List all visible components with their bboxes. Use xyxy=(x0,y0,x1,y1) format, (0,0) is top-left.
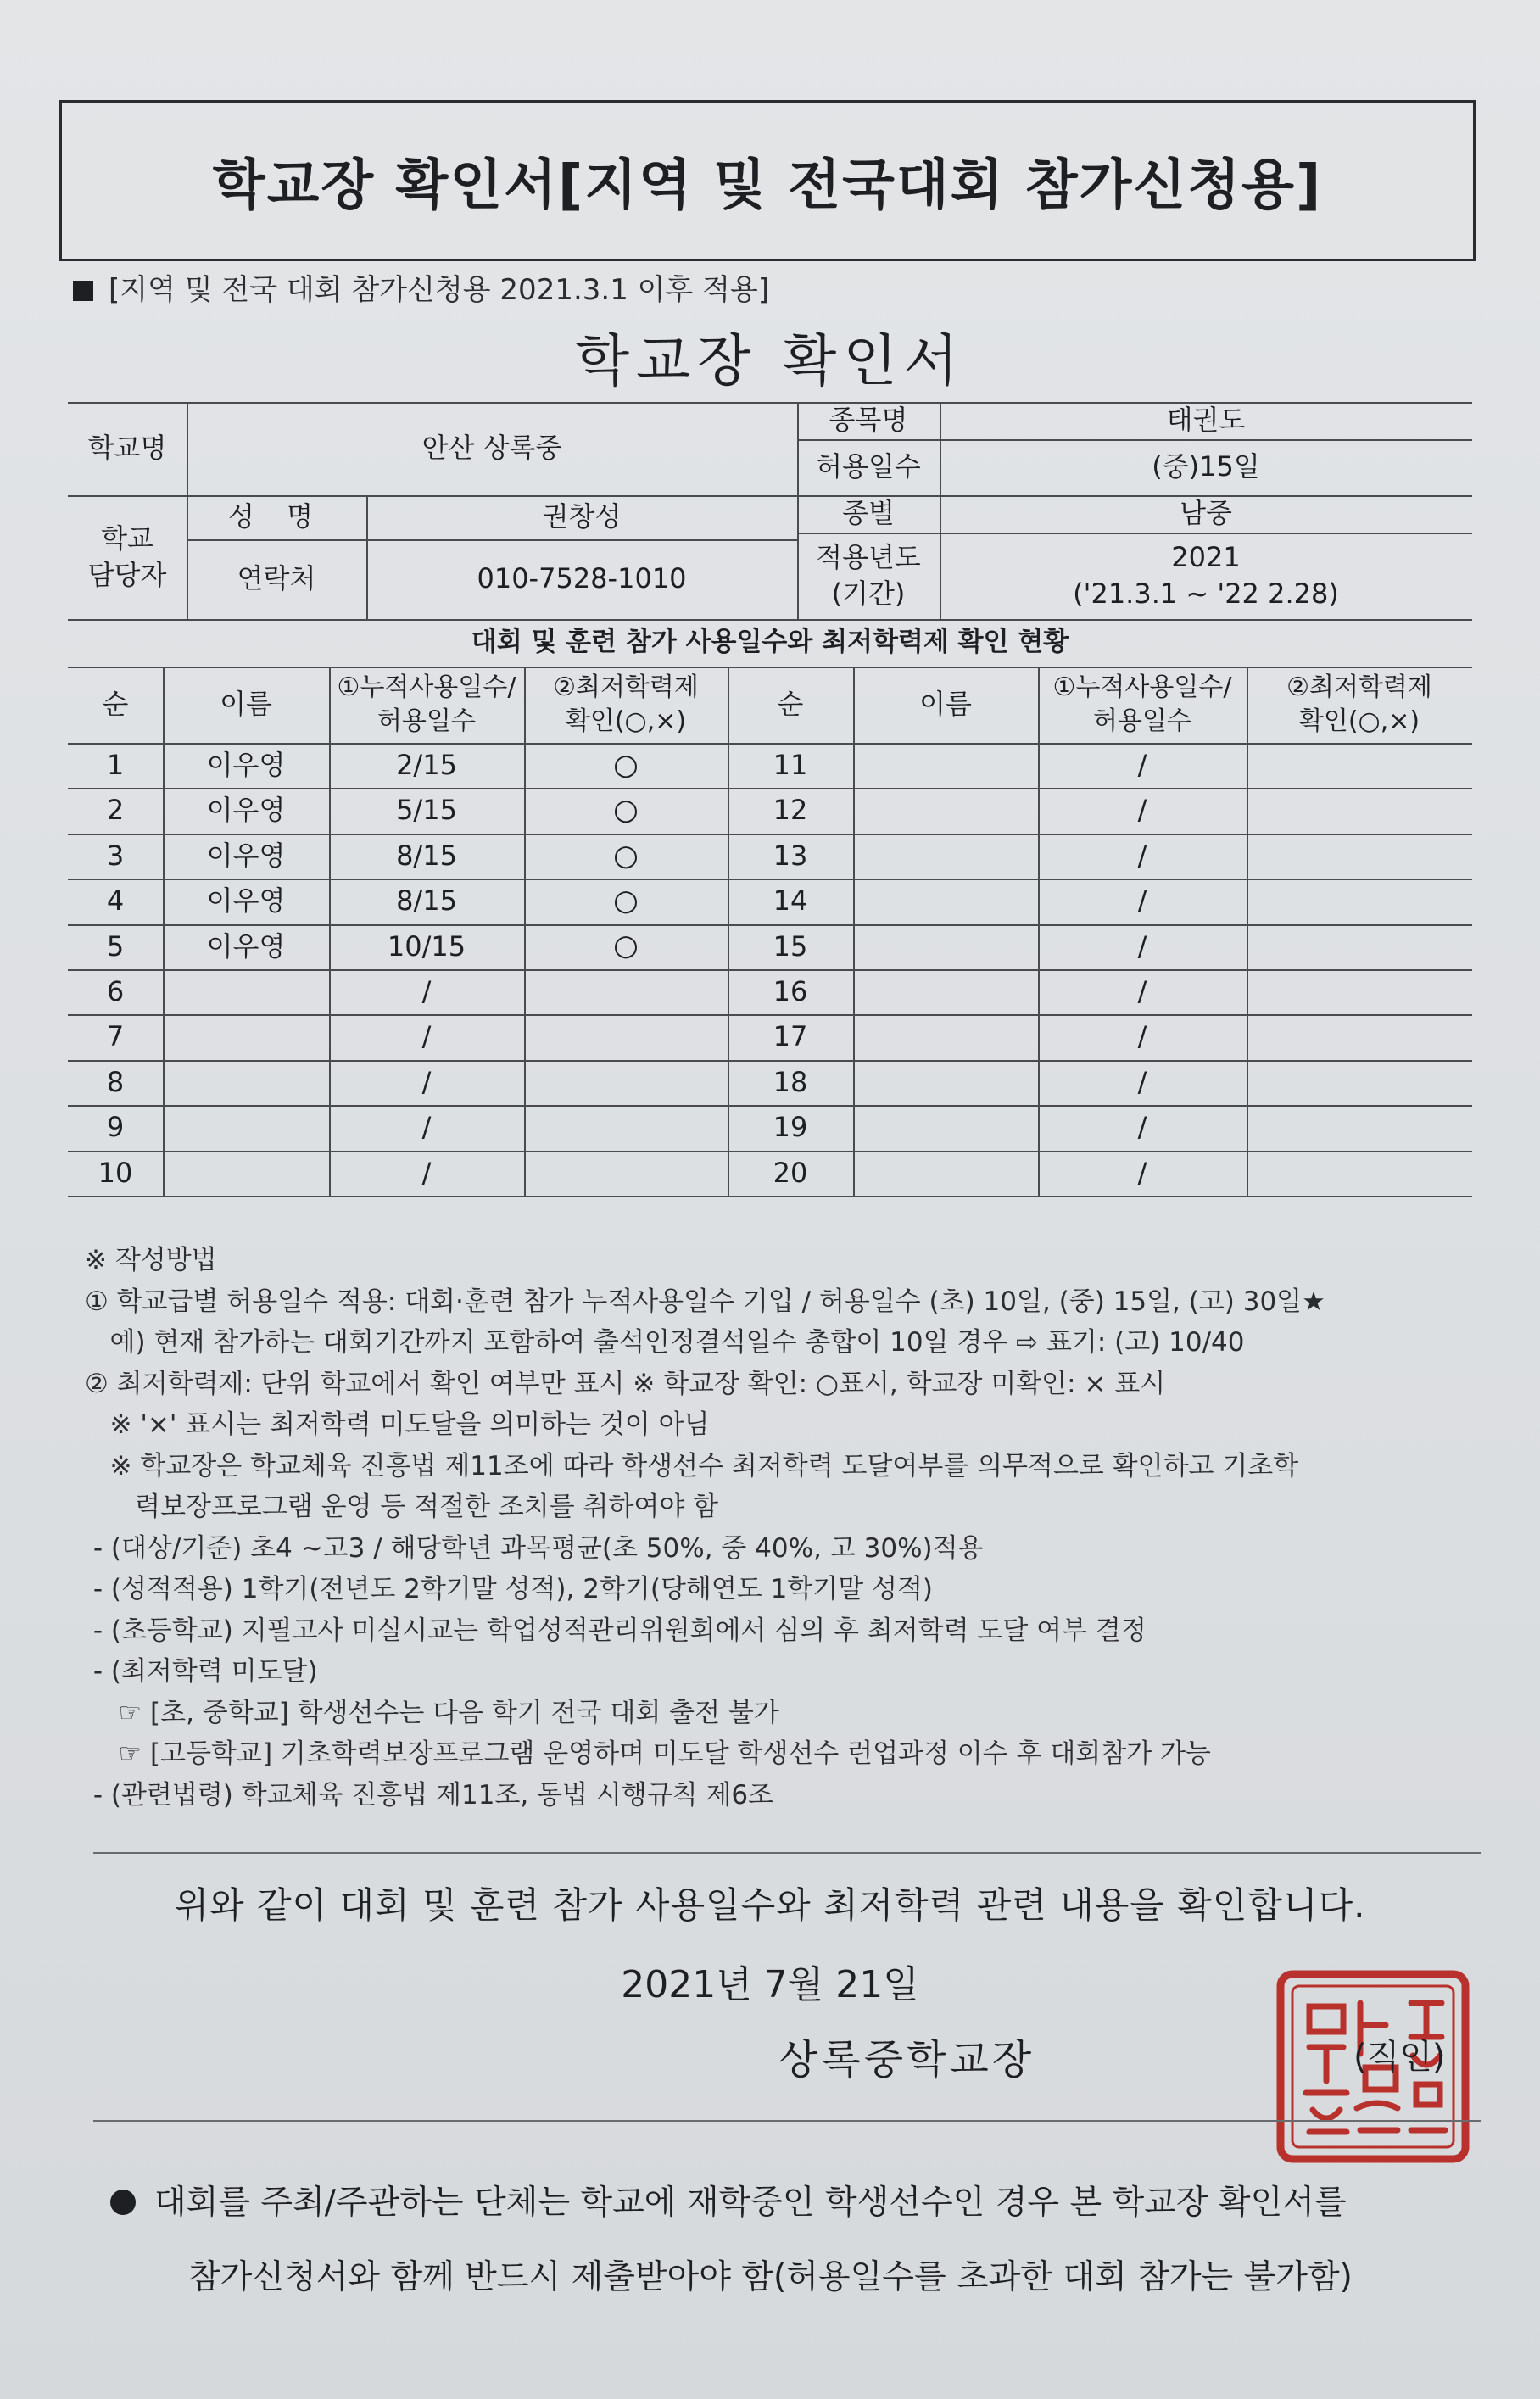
status-left-cell-check xyxy=(524,969,728,1014)
status-right-cell-check xyxy=(1247,1151,1472,1196)
event-value: 태권도 xyxy=(1166,404,1246,437)
status-right-cell-name xyxy=(853,924,1038,969)
instruction-line: - (성적적용) 1학기(전년도 2학기말 성적), 2학기(당해연도 1학기말 성적) xyxy=(85,1574,933,1604)
status-left-cell-days: / xyxy=(421,1111,432,1144)
status-left-cell-name xyxy=(163,1060,329,1105)
status-left-cell-check: ○ xyxy=(613,883,639,918)
instruction-line: ☞ [초, 중학교] 학생선수는 다음 학기 전국 대회 출전 불가 xyxy=(85,1697,779,1728)
status-right-cell-check xyxy=(1247,834,1472,879)
instruction-line: 예) 현재 참가하는 대회기간까지 포함하여 출석인정결석일수 총합이 10일 경우 ⇨ 표기: (고) 10/40 xyxy=(85,1327,1245,1358)
col-days-header-right-line1: ①누적사용일수/ xyxy=(1052,672,1232,702)
status-left-cell-name xyxy=(163,1151,329,1196)
status-left-cell-name xyxy=(163,1014,329,1059)
status-left-cell-days: 8/15 xyxy=(396,839,457,872)
apply-year-value-line1: 2021 xyxy=(1171,540,1241,573)
footer-line-2: 참가신청서와 함께 반드시 제출받아야 함(허용일수를 초과한 대회 참가는 불가함) xyxy=(188,2258,1353,2296)
name-value: 권창성 xyxy=(542,500,622,533)
instruction-line: - (관련법령) 학교체육 진흥법 제11조, 동법 시행규칙 제6조 xyxy=(85,1779,774,1810)
status-right-cell-days: / xyxy=(1137,794,1147,827)
instruction-line: - (대상/기준) 초4 ~고3 / 해당학년 과목평균(초 50%, 중 40%, 고 30%)적용 xyxy=(85,1532,984,1564)
status-left-cell-name: 이우영 xyxy=(206,884,286,918)
col-name-header-right: 이름 xyxy=(919,688,972,721)
contact-label: 연락처 xyxy=(237,562,316,595)
status-left-cell-check: ○ xyxy=(613,929,639,963)
status-right-cell-days: / xyxy=(1137,1065,1147,1098)
instruction-line: ※ 작성방법 xyxy=(85,1245,217,1275)
status-left-cell-name: 이우영 xyxy=(206,929,286,962)
status-left-cell-check: ○ xyxy=(613,793,639,828)
status-left-cell-days: 10/15 xyxy=(387,929,466,962)
gender-label: 종별 xyxy=(842,497,895,530)
footer-line-1: 대회를 주최/주관하는 단체는 학교에 재학중인 학생선수인 경우 본 학교장 확인서를 xyxy=(154,2184,1347,2222)
status-left-cell-no: 2 xyxy=(106,794,125,827)
apply-year-value xyxy=(940,533,1472,619)
status-right-cell-no: 15 xyxy=(773,929,808,962)
status-right-cell-days: / xyxy=(1137,884,1147,918)
status-left-cell-days: 8/15 xyxy=(396,884,457,918)
status-right-cell-days: / xyxy=(1137,1156,1147,1189)
school-value: 안산 상록중 xyxy=(421,432,562,465)
table-row-divider xyxy=(68,1196,1472,1197)
status-left-cell-name: 이우영 xyxy=(206,749,286,782)
square-bullet-icon xyxy=(73,281,93,301)
status-left-cell-name: 이우영 xyxy=(206,794,286,827)
status-left-cell-no: 4 xyxy=(106,884,125,918)
col-min-header-left-line1: ②최저학력제 xyxy=(553,672,699,702)
status-left-cell-name: 이우영 xyxy=(206,839,286,872)
status-left-cell-check xyxy=(524,1014,728,1059)
instruction-line: ① 학교급별 허용일수 적용: 대회·훈련 참가 누적사용일수 기입 / 허용일수 (초) 10일, (중) 15일, (고) 30일★ xyxy=(85,1286,1325,1317)
footer-notice xyxy=(110,2166,1501,2315)
status-right-cell-days: / xyxy=(1137,839,1147,872)
status-right-cell-name xyxy=(853,879,1038,923)
apply-year-value-line2: ('21.3.1 ~ '22 2.28) xyxy=(1073,577,1339,610)
status-right-cell-no: 12 xyxy=(773,794,808,827)
status-left-cell-days: 2/15 xyxy=(396,749,457,782)
event-label: 종목명 xyxy=(829,404,908,437)
bullet-icon xyxy=(110,2190,136,2215)
document-title-box xyxy=(59,100,1476,261)
status-right-cell-no: 19 xyxy=(773,1111,808,1144)
status-right-cell-name xyxy=(853,1151,1038,1196)
document-subheader xyxy=(73,266,769,308)
status-left-cell-days: / xyxy=(421,975,432,1008)
status-left-cell-check: ○ xyxy=(613,747,639,782)
status-left-cell-check xyxy=(524,1151,728,1196)
manager-label xyxy=(68,495,187,619)
confirmation-heading: 학교장 확인서 xyxy=(575,328,965,393)
instruction-line: ※ '×' 표시는 최저학력 미도달을 의미하는 것이 아님 xyxy=(85,1409,710,1440)
instruction-line: - (초등학교) 지필고사 미실시교는 학업성적관리위원회에서 심의 후 최저학력 도달 여부 결정 xyxy=(85,1615,1147,1646)
status-right-cell-check xyxy=(1247,1105,1472,1150)
status-left-cell-check xyxy=(524,1105,728,1150)
status-right-cell-name xyxy=(853,788,1038,833)
seal-label: (직인) xyxy=(1353,2038,1446,2077)
instruction-line: 력보장프로그램 운영 등 적절한 조치를 취하여야 함 xyxy=(85,1492,719,1522)
col-days-header-right-line2: 허용일수 xyxy=(1093,706,1191,736)
apply-year-label-line2: (기간) xyxy=(831,577,906,610)
confirmation-statement: 위와 같이 대회 및 훈련 참가 사용일수와 최저학력 관련 내용을 확인합니다. xyxy=(174,1884,1366,1926)
status-right-cell-days: / xyxy=(1137,929,1147,962)
status-right-cell-check xyxy=(1247,1060,1472,1105)
document-title: 학교장 확인서[지역 및 전국대회 참가신청용] xyxy=(212,154,1323,217)
col-days-header-right xyxy=(1038,667,1247,743)
gender-value: 남중 xyxy=(1180,497,1232,530)
col-days-header-left-line1: ①누적사용일수/ xyxy=(337,672,516,702)
instruction-line: - (최저학력 미도달) xyxy=(85,1656,318,1687)
name-label: 성 명 xyxy=(228,500,325,533)
status-left-cell-days: / xyxy=(421,1156,432,1189)
status-right-cell-name xyxy=(853,969,1038,1014)
status-right-cell-no: 11 xyxy=(773,749,808,782)
status-left-cell-no: 8 xyxy=(106,1065,125,1098)
status-left-cell-no: 1 xyxy=(106,749,125,782)
manager-label-line2: 담당자 xyxy=(87,559,167,591)
status-right-cell-name xyxy=(853,834,1038,879)
status-left-cell-name xyxy=(163,1105,329,1150)
contact-value: 010-7528-1010 xyxy=(477,562,687,595)
status-left-cell-check xyxy=(524,1060,728,1105)
status-right-cell-name xyxy=(853,743,1038,788)
issue-date: 2021년 7월 21일 xyxy=(621,1963,919,2006)
status-right-cell-no: 17 xyxy=(773,1020,808,1053)
col-min-header-left-line2: 확인(○,×) xyxy=(565,706,687,736)
instruction-line: ② 최저학력제: 단위 학교에서 확인 여부만 표시 ※ 학교장 확인: ○표시, 학교장 미확인: × 표시 xyxy=(85,1368,1166,1399)
status-right-cell-days: / xyxy=(1137,975,1147,1008)
instruction-line: ☞ [고등학교] 기초학력보장프로그램 운영하며 미도달 학생선수 런업과정 이수 후 대회참가 가능 xyxy=(85,1738,1211,1769)
col-min-header-right xyxy=(1247,667,1472,743)
col-no-header-right: 순 xyxy=(777,688,804,721)
status-left-cell-days: / xyxy=(421,1065,432,1098)
status-left-cell-name xyxy=(163,969,329,1014)
col-min-header-right-line2: 확인(○,×) xyxy=(1298,706,1420,736)
status-left-cell-no: 6 xyxy=(106,975,125,1008)
status-right-cell-check xyxy=(1247,969,1472,1014)
col-days-header-left-line2: 허용일수 xyxy=(377,706,476,736)
col-no-header-left: 순 xyxy=(102,688,129,721)
allowed-days-label: 허용일수 xyxy=(816,450,921,483)
status-left-cell-no: 5 xyxy=(106,929,125,962)
status-right-cell-no: 13 xyxy=(773,839,808,872)
status-right-cell-days: / xyxy=(1137,1111,1147,1144)
status-left-cell-no: 10 xyxy=(98,1156,133,1189)
instruction-line: ※ 학교장은 학교체육 진흥법 제11조에 따라 학생선수 최저학력 도달여부를 의무적으로 확인하고 기초학 xyxy=(85,1450,1299,1481)
principal-title: 상록중학교장 xyxy=(778,2036,1035,2084)
status-right-cell-days: / xyxy=(1137,1020,1147,1053)
allowed-days-value: (중)15일 xyxy=(1152,450,1260,483)
status-right-cell-no: 14 xyxy=(773,884,808,918)
apply-year-label xyxy=(797,533,940,619)
col-name-header-left: 이름 xyxy=(220,688,272,721)
status-right-cell-check xyxy=(1247,743,1472,788)
status-left-cell-days: 5/15 xyxy=(396,794,457,827)
writing-instructions xyxy=(85,1240,1493,1816)
col-min-header-left xyxy=(524,667,728,743)
manager-label-line1: 학교 xyxy=(101,522,153,555)
status-right-cell-no: 16 xyxy=(773,975,808,1008)
status-right-cell-no: 18 xyxy=(773,1065,808,1098)
status-right-cell-name xyxy=(853,1105,1038,1150)
status-left-cell-no: 7 xyxy=(106,1020,125,1053)
status-right-cell-no: 20 xyxy=(773,1156,808,1189)
apply-year-label-line1: 적용년도 xyxy=(816,540,921,573)
status-left-cell-no: 9 xyxy=(106,1111,125,1144)
status-right-cell-check xyxy=(1247,1014,1472,1059)
status-right-cell-days: / xyxy=(1137,749,1147,782)
status-left-cell-no: 3 xyxy=(106,839,125,872)
status-left-cell-days: / xyxy=(421,1020,432,1053)
school-label: 학교명 xyxy=(87,432,167,465)
status-right-cell-check xyxy=(1247,788,1472,833)
col-days-header-left xyxy=(329,667,524,743)
status-left-cell-check: ○ xyxy=(613,838,639,873)
subheader-text: [지역 및 전국 대회 참가신청용 2021.3.1 이후 적용] xyxy=(109,273,770,307)
status-right-cell-name xyxy=(853,1060,1038,1105)
status-right-cell-name xyxy=(853,1014,1038,1059)
status-right-cell-check xyxy=(1247,924,1472,969)
status-section-title: 대회 및 훈련 참가 사용일수와 최저학력제 확인 현황 xyxy=(471,627,1069,658)
status-right-cell-check xyxy=(1247,879,1472,923)
col-min-header-right-line1: ②최저학력제 xyxy=(1286,672,1432,702)
